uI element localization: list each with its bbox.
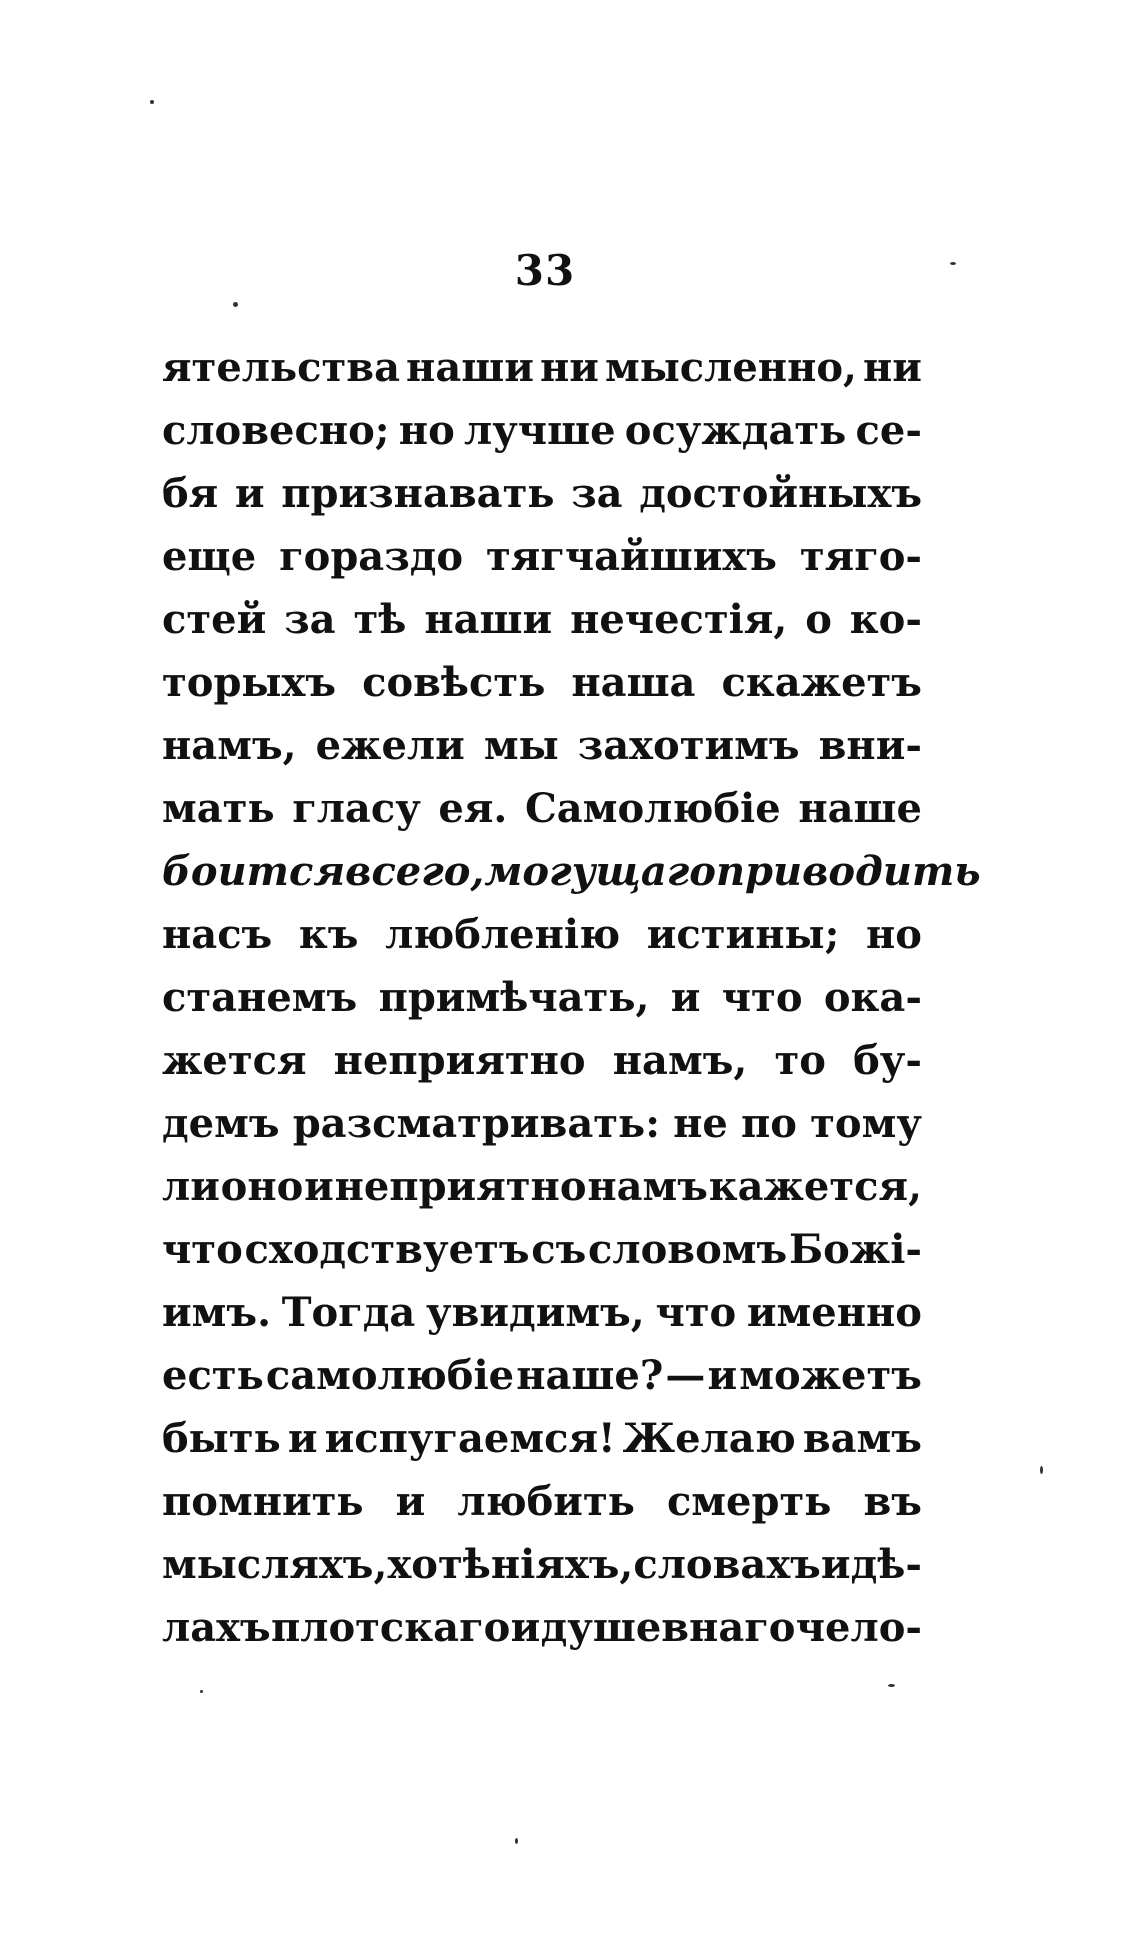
text-line-21: лахъ плотскаго и душевнаго чело- [162,1604,922,1651]
text-line-15: что сходствуетъ съ словомъ Божі- [162,1226,922,1273]
scan-speck [888,1684,895,1687]
text-line-5: стей за тѣ наши нечестія, о ко- [162,596,922,643]
text-line-4: еще гораздо тягчайшихъ тяго- [162,533,922,580]
text-line-20: мысляхъ, хотѣніяхъ, словахъ и дѣ- [162,1541,922,1588]
text-line-14: ли оно и неприятно намъ кажется, [162,1163,922,1210]
scan-speck [200,1690,203,1693]
text-line-10: насъ къ любленію истины; но [162,911,922,958]
text-line-3: бя и признавать за достойныхъ [162,470,922,517]
scan-speck [150,100,154,104]
text-line-17: есть самолюбіе наше? — и можетъ [162,1352,922,1399]
scan-speck [950,262,956,265]
text-line-13: демъ разсматривать: не по тому [162,1100,922,1147]
text-line-12: жется неприятно намъ, то бу- [162,1037,922,1084]
text-line-1: ятельства наши ни мысленно, ни [162,344,922,391]
text-line-7: намъ, ежели мы захотимъ вни- [162,722,922,769]
text-line-18: быть и испугаемся! Желаю вамъ [162,1415,922,1462]
scan-speck [1040,1466,1043,1474]
text-line-9: боится всего, могущаго приводить [162,848,981,895]
text-line-16: имъ. Тогда увидимъ, что именно [162,1289,922,1336]
text-line-19: помнить и любить смерть въ [162,1478,922,1525]
text-line-2: словесно; но лучше осуждать се- [162,407,922,454]
text-line-8: мать гласу ея. Самолюбіе наше [162,785,922,832]
scan-speck [233,302,238,307]
scan-speck [515,1838,518,1844]
text-line-6: торыхъ совѣсть наша скажетъ [162,659,922,706]
body-text [162,336,981,1659]
text-line-11: станемъ примѣчать, и что ока- [162,974,922,1021]
page-number: 33 [514,246,576,295]
